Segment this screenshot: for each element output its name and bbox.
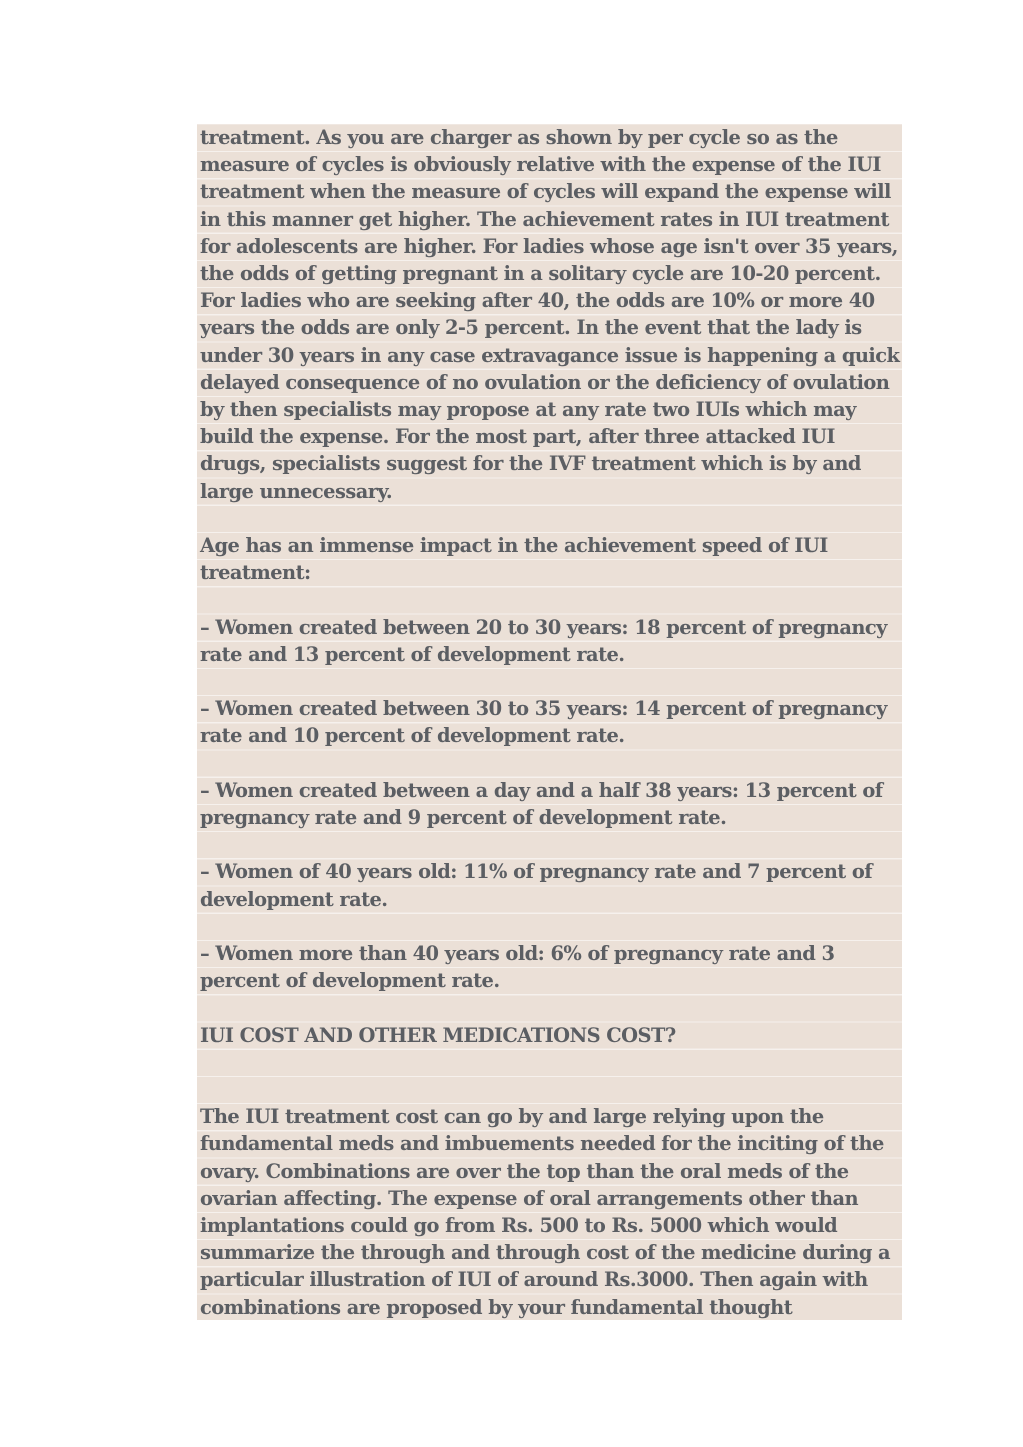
paragraph-spacer [200,994,902,1021]
list-item-age-30-35: – Women created between 30 to 35 years: 14 percent of pregnancy rate and 10 percent of development rate. [200,697,887,748]
paragraph-spacer [200,586,902,613]
paragraph-spacer [200,505,902,532]
section-heading-iui-cost: IUI COST AND OTHER MEDICATIONS COST? [200,1023,676,1047]
paragraph-spacer [200,750,902,777]
document-body [200,124,902,1321]
paragraph-spacer [200,831,902,858]
list-item-age-20-30: – Women created between 20 to 30 years: 18 percent of pregnancy rate and 13 percent of development rate. [200,615,887,666]
list-item-age-40: – Women of 40 years old: 11% of pregnancy rate and 7 percent of development rate. [200,860,873,911]
paragraph-spacer [200,913,902,940]
paragraph-iui-cost-intro: treatment. As you are charger as shown by per cycle so as the measure of cycles is obviously relative with the expense of the IUI treatment when the measure of cycles will expand the expense will in this manner get higher. The achievement rates in IUI treatment for adolescents are higher. For ladies whose age isn't over 35 years, the odds of getting pregnant in a solitary cycle are 10-20 percent. For ladies who are seeking after 40, the odds are 10% or more 40 years the odds are only 2-5 percent. In the event that the lady is under 30 years in any case extravagance issue is happening a quick delayed consequence of no ovulation or the deficiency of ovulation by then specialists may propose at any rate two IUIs which may build the expense. For the most part, after three attacked IUI drugs, specialists suggest for the IVF treatment which is by and large unnecessary. [200,126,900,503]
paragraph-age-impact: Age has an immense impact in the achievement speed of IUI treatment: [200,534,828,585]
list-item-age-38: – Women created between a day and a half 38 years: 13 percent of pregnancy rate and 9 percent of development rate. [200,778,883,830]
list-item-age-over-40: – Women more than 40 years old: 6% of pregnancy rate and 3 percent of development rate. [200,942,835,993]
paragraph-spacer [200,1049,902,1103]
paragraph-iui-treatment-cost: The IUI treatment cost can go by and large relying upon the fundamental meds and imbuements needed for the inciting of the ovary. Combinations are over the top than the oral meds of the ovarian affecting. The expense of oral arrangements other than implantations could go from Rs. 500 to Rs. 5000 which would summarize the through and through cost of the medicine during a particular illustration of IUI of around Rs.3000. Then again with combinations are proposed by your fundamental thought [200,1105,891,1319]
paragraph-spacer [200,668,902,695]
